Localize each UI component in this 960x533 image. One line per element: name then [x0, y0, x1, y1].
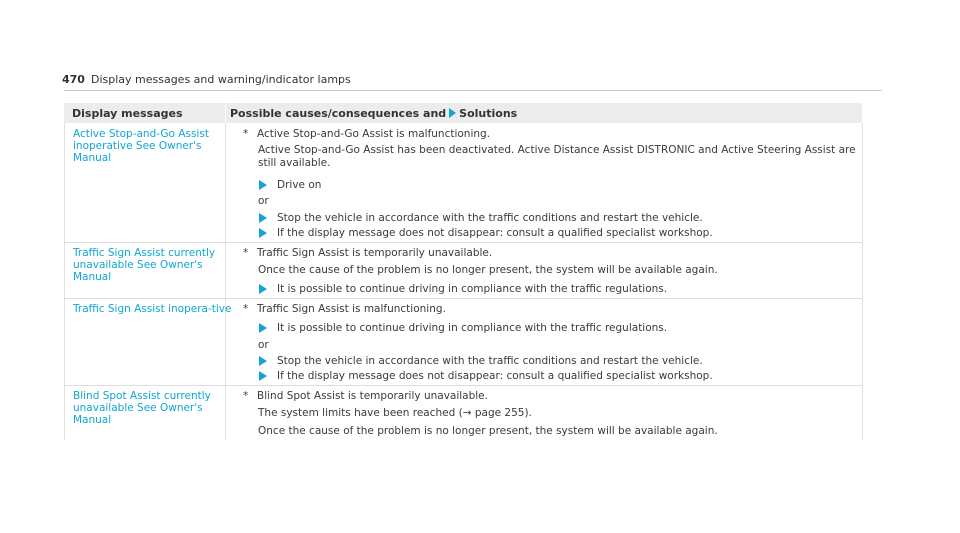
play-arrow-icon [259, 356, 267, 366]
display-message: Active Stop-and-Go Assist inoperative See Owner's Manual [73, 128, 209, 164]
row-divider [64, 298, 862, 299]
info-paragraph: Once the cause of the problem is no longer present, the system will be available again. [258, 425, 718, 437]
cause-text [243, 303, 446, 315]
display-message: Blind Spot Assist currently unavailable See Owner's Manual [73, 390, 211, 426]
page-number: 470 [62, 73, 85, 86]
asterisk-icon: * [243, 247, 249, 259]
step-text: If the display message does not disappear: consult a qualified specialist workshop. [277, 227, 713, 239]
header-divider [225, 103, 226, 123]
column-header-messages: Display messages [72, 107, 183, 120]
step-text: It is possible to continue driving in compliance with the traffic regulations. [277, 322, 668, 334]
display-message: Traffic Sign Assist currently unavailable See Owner's Manual [73, 247, 216, 283]
table-left-border [64, 123, 65, 440]
info-paragraph: The system limits have been reached (→ page 255). [258, 407, 532, 419]
cause-text [243, 247, 492, 259]
solution-step [277, 179, 321, 191]
play-arrow-icon [259, 284, 267, 294]
play-arrow-icon [259, 323, 267, 333]
info-paragraph: Active Stop-and-Go Assist has been deactivated. Active Distance Assist DISTRONIC and Active Steering Assist are still available. [258, 144, 856, 169]
solution-step [277, 283, 667, 295]
step-text: Drive on [277, 179, 322, 191]
play-arrow-icon [259, 371, 267, 381]
info-paragraph: Once the cause of the problem is no longer present, the system will be available again. [258, 264, 718, 276]
solutions-header-text: Solutions [459, 107, 518, 120]
step-text: It is possible to continue driving in compliance with the traffic regulations. [277, 283, 668, 295]
solution-step [277, 227, 713, 239]
row-divider [64, 385, 862, 386]
page-title: Display messages and warning/indicator lamps [90, 73, 351, 86]
cause-text [243, 390, 488, 402]
or-separator: or [258, 339, 269, 351]
step-text: Stop the vehicle in accordance with the traffic conditions and restart the vehicle. [277, 355, 703, 367]
cause-label: Traffic Sign Assist is malfunctioning. [257, 303, 446, 315]
step-text: Stop the vehicle in accordance with the traffic conditions and restart the vehicle. [277, 212, 703, 224]
cause-text [243, 128, 490, 140]
or-separator: or [258, 195, 269, 207]
play-arrow-icon [259, 228, 267, 238]
cause-label: Active Stop-and-Go Assist is malfunctioning. [257, 128, 491, 140]
solution-step [277, 355, 703, 367]
solution-step [277, 322, 667, 334]
header-rule [64, 90, 882, 91]
causes-header-text: Possible causes/consequences and [230, 107, 447, 120]
column-header-causes [230, 107, 517, 120]
play-arrow-icon [259, 180, 267, 190]
step-text: If the display message does not disappear: consult a qualified specialist workshop. [277, 370, 713, 382]
solution-step [277, 212, 703, 224]
asterisk-icon: * [243, 128, 249, 140]
table-right-border [862, 123, 863, 440]
solution-step [277, 370, 713, 382]
cause-label: Blind Spot Assist is temporarily unavailable. [257, 390, 488, 402]
table-header [64, 103, 862, 123]
cause-label: Traffic Sign Assist is temporarily unavailable. [257, 247, 493, 259]
play-arrow-icon [259, 213, 267, 223]
row-divider [64, 242, 862, 243]
asterisk-icon: * [243, 303, 249, 315]
play-arrow-icon [449, 108, 456, 118]
asterisk-icon: * [243, 390, 249, 402]
page-header [62, 73, 351, 86]
display-message: Traffic Sign Assist inopera-tive [73, 303, 232, 315]
